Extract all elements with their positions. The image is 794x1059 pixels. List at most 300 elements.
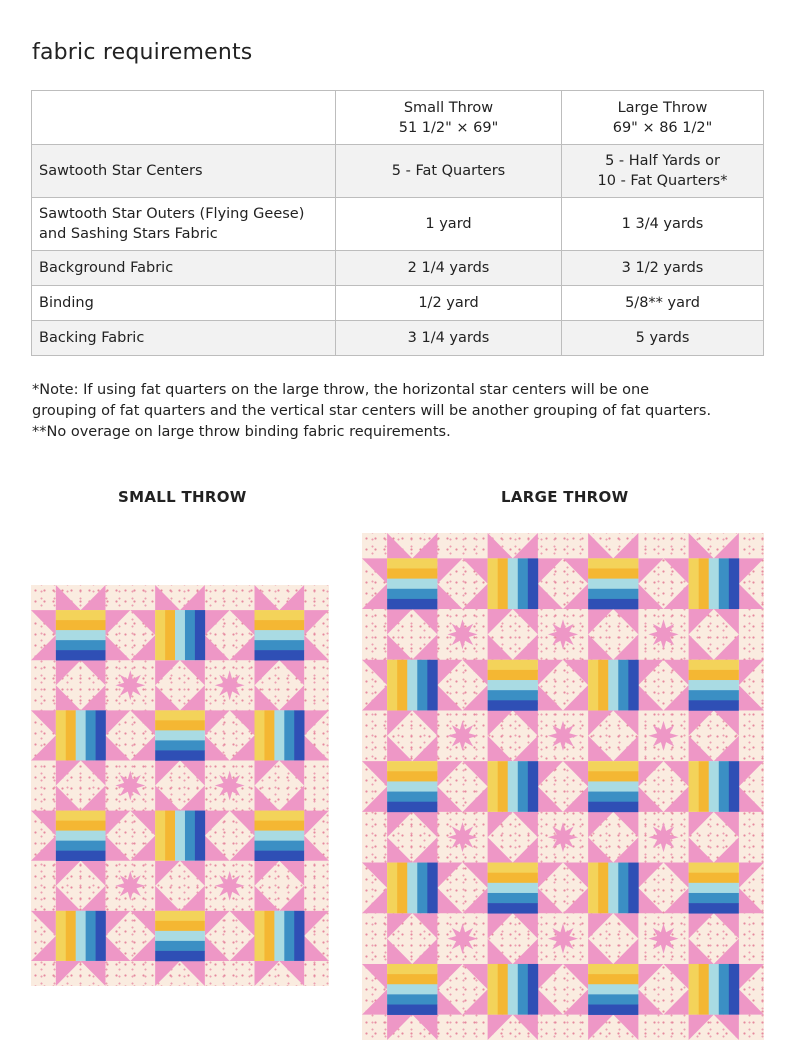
star-center-strip	[155, 750, 205, 760]
star-point	[130, 735, 155, 760]
star-point	[304, 710, 329, 735]
star-point	[304, 811, 329, 836]
star-point	[563, 787, 588, 812]
star-center-strip	[387, 568, 437, 578]
star-center-strip	[155, 730, 205, 740]
sawtooth-star-block	[362, 939, 463, 1040]
star-center-strip	[185, 610, 195, 660]
star-point	[387, 812, 412, 837]
large-value: 3 1/2 yards	[562, 251, 764, 286]
star-point	[714, 837, 739, 862]
star-point	[588, 812, 613, 837]
star-point	[463, 888, 488, 913]
header-label: Small Throw	[403, 99, 494, 116]
star-center-strip	[709, 964, 719, 1015]
star-point	[31, 710, 56, 735]
star-point	[362, 787, 387, 812]
star-center-strip	[56, 650, 106, 660]
star-point	[205, 735, 230, 760]
star-point	[488, 837, 513, 862]
star-center-strip	[488, 964, 498, 1015]
star-point	[513, 736, 538, 761]
star-point	[279, 760, 304, 785]
star-point	[689, 1015, 714, 1040]
star-center-strip	[255, 811, 305, 821]
star-point	[205, 635, 230, 660]
star-center-strip	[729, 964, 739, 1015]
star-point	[230, 735, 255, 760]
star-point	[412, 533, 437, 558]
small-throw-label: SMALL THROW	[118, 488, 247, 506]
small-value: 5 - Fat Quarters	[336, 145, 562, 198]
star-center-strip	[76, 710, 86, 760]
star-center-strip	[588, 761, 638, 771]
star-point	[387, 1015, 412, 1040]
star-point	[304, 635, 329, 660]
star-point	[463, 863, 488, 888]
star-center-strip	[264, 710, 274, 760]
star-point	[56, 861, 81, 886]
sashing-star	[215, 771, 245, 801]
star-center-strip	[709, 558, 719, 609]
star-point	[689, 609, 714, 634]
star-center-strip	[387, 863, 397, 914]
star-center-strip	[588, 802, 638, 812]
star-center-strip	[689, 893, 739, 903]
sawtooth-star-block	[230, 585, 329, 685]
sawtooth-star-block	[563, 736, 664, 837]
star-center-strip	[86, 911, 96, 961]
sashing-star	[447, 721, 477, 751]
note-line: grouping of fat quarters and the vertical star centers will be another grouping of fat quarters.	[32, 403, 712, 419]
sawtooth-star-block	[463, 939, 564, 1040]
star-point	[437, 685, 462, 710]
star-point	[255, 585, 280, 610]
sawtooth-star-block	[362, 736, 463, 837]
sawtooth-star-block	[463, 736, 564, 837]
table-row	[32, 198, 764, 251]
star-point	[304, 735, 329, 760]
star-point	[205, 811, 230, 836]
star-center-strip	[427, 660, 437, 711]
star-point	[437, 863, 462, 888]
sashing-star	[548, 924, 578, 954]
star-center-strip	[155, 951, 205, 961]
star-point	[362, 685, 387, 710]
star-point	[739, 888, 764, 913]
star-point	[205, 911, 230, 936]
table-row	[32, 286, 764, 321]
star-point	[81, 886, 106, 911]
star-center-strip	[488, 883, 538, 893]
star-point	[155, 786, 180, 811]
star-center-strip	[598, 660, 608, 711]
star-point	[613, 609, 638, 634]
star-center-strip	[66, 911, 76, 961]
star-center-strip	[255, 610, 305, 620]
sawtooth-star-block	[130, 585, 229, 685]
star-center-strip	[498, 964, 508, 1015]
sawtooth-star-block	[230, 685, 329, 785]
star-point	[463, 660, 488, 685]
star-center-strip	[689, 558, 699, 609]
sawtooth-star-block	[463, 533, 564, 634]
star-point	[130, 710, 155, 735]
large-value-line: 5 - Half Yards or	[605, 153, 720, 169]
star-center-strip	[508, 964, 518, 1015]
fabric-requirements-table	[31, 90, 764, 356]
star-center-strip	[689, 863, 739, 873]
star-point	[664, 888, 689, 913]
sashing-star	[115, 670, 145, 700]
star-center-strip	[255, 630, 305, 640]
star-center-strip	[387, 599, 437, 609]
star-point	[56, 585, 81, 610]
star-point	[81, 685, 106, 710]
star-center-strip	[608, 660, 618, 711]
star-center-strip	[56, 610, 106, 620]
star-point	[180, 760, 205, 785]
star-center-strip	[689, 964, 699, 1015]
star-center-strip	[387, 589, 437, 599]
star-point	[588, 710, 613, 735]
star-center-strip	[284, 911, 294, 961]
star-point	[205, 936, 230, 961]
star-center-strip	[56, 620, 106, 630]
star-center-strip	[689, 670, 739, 680]
star-point	[56, 786, 81, 811]
large-value	[562, 145, 764, 198]
star-point	[56, 660, 81, 685]
star-point	[362, 558, 387, 583]
sawtooth-star-block	[230, 786, 329, 886]
star-center-strip	[689, 883, 739, 893]
star-center-strip	[528, 761, 538, 812]
star-point	[106, 610, 131, 635]
star-point	[387, 533, 412, 558]
star-point	[106, 811, 131, 836]
star-point	[437, 558, 462, 583]
star-center-strip	[255, 640, 305, 650]
star-center-strip	[387, 761, 437, 771]
sashing-star	[215, 670, 245, 700]
star-center-strip	[165, 610, 175, 660]
star-center-strip	[488, 893, 538, 903]
star-center-strip	[387, 984, 437, 994]
star-center-strip	[155, 911, 205, 921]
star-center-strip	[598, 863, 608, 914]
star-point	[437, 584, 462, 609]
header-size: 69" × 86 1/2"	[612, 119, 713, 136]
notes	[32, 380, 772, 443]
sawtooth-star-block	[130, 786, 229, 886]
star-point	[155, 585, 180, 610]
star-point	[304, 936, 329, 961]
star-point	[180, 660, 205, 685]
star-point	[180, 861, 205, 886]
star-point	[81, 786, 106, 811]
large-throw-label: LARGE THROW	[501, 488, 629, 506]
sawtooth-star-block	[362, 837, 463, 938]
star-center-strip	[185, 811, 195, 861]
sawtooth-star-block	[31, 786, 130, 886]
star-center-strip	[155, 921, 205, 931]
star-center-strip	[387, 994, 437, 1004]
star-point	[664, 584, 689, 609]
star-point	[81, 760, 106, 785]
star-center-strip	[407, 660, 417, 711]
star-point	[714, 1015, 739, 1040]
star-center-strip	[588, 792, 638, 802]
star-point	[538, 863, 563, 888]
star-center-strip	[175, 610, 185, 660]
sashing-star	[215, 871, 245, 901]
large-value: 5/8** yard	[562, 286, 764, 321]
star-center-strip	[56, 911, 66, 961]
star-point	[180, 886, 205, 911]
star-point	[538, 787, 563, 812]
sashing-star	[548, 822, 578, 852]
star-center-strip	[488, 670, 538, 680]
star-point	[689, 812, 714, 837]
star-point	[513, 634, 538, 659]
sawtooth-star-block	[130, 886, 229, 986]
star-point	[230, 811, 255, 836]
star-point	[362, 584, 387, 609]
star-point	[538, 584, 563, 609]
star-point	[563, 964, 588, 989]
star-point	[588, 634, 613, 659]
small-value: 1 yard	[336, 198, 562, 251]
star-point	[513, 837, 538, 862]
star-point	[613, 837, 638, 862]
star-point	[689, 939, 714, 964]
sawtooth-star-block	[664, 837, 765, 938]
star-point	[714, 710, 739, 735]
star-center-strip	[508, 558, 518, 609]
star-center-strip	[397, 660, 407, 711]
star-point	[538, 888, 563, 913]
star-point	[279, 961, 304, 986]
star-center-strip	[588, 1005, 638, 1015]
star-center-strip	[255, 841, 305, 851]
star-center-strip	[488, 873, 538, 883]
star-point	[563, 761, 588, 786]
star-point	[412, 1015, 437, 1040]
star-center-strip	[175, 811, 185, 861]
star-center-strip	[729, 558, 739, 609]
star-center-strip	[255, 650, 305, 660]
star-point	[106, 635, 131, 660]
row-label: Background Fabric	[32, 251, 336, 286]
star-point	[563, 685, 588, 710]
star-point	[362, 761, 387, 786]
star-center-strip	[628, 660, 638, 711]
sashing-star	[648, 721, 678, 751]
star-center-strip	[618, 863, 628, 914]
star-center-strip	[274, 710, 284, 760]
sawtooth-star-block	[31, 886, 130, 986]
star-point	[412, 837, 437, 862]
star-point	[81, 861, 106, 886]
star-center-strip	[689, 680, 739, 690]
page-title: fabric requirements	[32, 40, 253, 65]
star-point	[538, 558, 563, 583]
sashing-star	[648, 619, 678, 649]
star-point	[437, 888, 462, 913]
star-point	[31, 635, 56, 660]
star-center-strip	[387, 771, 437, 781]
star-center-strip	[699, 558, 709, 609]
star-center-strip	[387, 792, 437, 802]
star-point	[437, 989, 462, 1014]
star-point	[155, 886, 180, 911]
star-center-strip	[618, 660, 628, 711]
star-center-strip	[155, 740, 205, 750]
star-center-strip	[294, 710, 304, 760]
star-point	[387, 736, 412, 761]
star-point	[714, 609, 739, 634]
star-center-strip	[588, 964, 638, 974]
star-point	[130, 635, 155, 660]
row-label: Backing Fabric	[32, 321, 336, 356]
star-point	[513, 710, 538, 735]
star-point	[130, 936, 155, 961]
star-center-strip	[689, 761, 699, 812]
star-point	[664, 761, 689, 786]
large-throw-quilt-image	[362, 533, 764, 1040]
star-center-strip	[417, 660, 427, 711]
star-point	[739, 761, 764, 786]
star-center-strip	[155, 811, 165, 861]
star-center-strip	[719, 964, 729, 1015]
star-point	[304, 836, 329, 861]
sawtooth-star-block	[563, 837, 664, 938]
header-size: 51 1/2" × 69"	[398, 119, 499, 136]
star-point	[31, 610, 56, 635]
star-point	[463, 989, 488, 1014]
star-center-strip	[508, 761, 518, 812]
sawtooth-star-block	[664, 533, 765, 634]
star-point	[638, 989, 663, 1014]
star-point	[714, 939, 739, 964]
star-point	[412, 634, 437, 659]
star-point	[279, 886, 304, 911]
star-point	[255, 660, 280, 685]
star-point	[538, 761, 563, 786]
star-center-strip	[255, 821, 305, 831]
sawtooth-star-block	[130, 685, 229, 785]
sawtooth-star-block	[362, 533, 463, 634]
star-point	[56, 886, 81, 911]
star-point	[463, 787, 488, 812]
star-center-strip	[689, 903, 739, 913]
star-point	[638, 761, 663, 786]
star-point	[638, 558, 663, 583]
star-point	[538, 660, 563, 685]
star-point	[255, 760, 280, 785]
star-point	[230, 710, 255, 735]
star-center-strip	[588, 863, 598, 914]
star-center-strip	[488, 700, 538, 710]
star-point	[739, 964, 764, 989]
star-point	[387, 634, 412, 659]
star-point	[538, 964, 563, 989]
star-point	[463, 685, 488, 710]
sashing-star	[115, 771, 145, 801]
star-point	[513, 609, 538, 634]
star-point	[689, 533, 714, 558]
star-center-strip	[56, 851, 106, 861]
sawtooth-star-block	[563, 939, 664, 1040]
star-point	[31, 735, 56, 760]
star-point	[437, 761, 462, 786]
quilt-svg	[362, 533, 764, 1040]
star-point	[81, 961, 106, 986]
star-point	[437, 787, 462, 812]
star-point	[714, 812, 739, 837]
star-point	[513, 1015, 538, 1040]
star-point	[563, 558, 588, 583]
star-point	[31, 936, 56, 961]
star-center-strip	[498, 761, 508, 812]
row-label: Sawtooth Star Centers	[32, 145, 336, 198]
star-point	[362, 964, 387, 989]
star-center-strip	[588, 984, 638, 994]
star-point	[739, 787, 764, 812]
star-center-strip	[488, 690, 538, 700]
star-center-strip	[588, 589, 638, 599]
star-center-strip	[488, 680, 538, 690]
star-center-strip	[86, 710, 96, 760]
star-point	[689, 736, 714, 761]
star-point	[205, 836, 230, 861]
star-center-strip	[689, 660, 739, 670]
sawtooth-star-block	[463, 634, 564, 735]
star-point	[106, 936, 131, 961]
star-point	[255, 861, 280, 886]
star-center-strip	[699, 761, 709, 812]
star-point	[689, 837, 714, 862]
sashing-star	[447, 619, 477, 649]
star-point	[155, 861, 180, 886]
star-center-strip	[387, 781, 437, 791]
star-point	[664, 685, 689, 710]
star-center-strip	[195, 811, 205, 861]
star-point	[106, 911, 131, 936]
star-center-strip	[709, 761, 719, 812]
star-center-strip	[264, 911, 274, 961]
star-point	[279, 585, 304, 610]
star-point	[488, 1015, 513, 1040]
star-point	[714, 634, 739, 659]
star-center-strip	[66, 710, 76, 760]
star-point	[689, 634, 714, 659]
star-center-strip	[588, 771, 638, 781]
star-center-strip	[588, 579, 638, 589]
table-row	[32, 145, 764, 198]
star-point	[463, 964, 488, 989]
star-center-strip	[518, 761, 528, 812]
star-point	[155, 961, 180, 986]
star-point	[155, 660, 180, 685]
table-header-small	[336, 91, 562, 145]
star-point	[664, 558, 689, 583]
star-center-strip	[56, 831, 106, 841]
star-point	[739, 863, 764, 888]
star-point	[106, 735, 131, 760]
star-point	[387, 939, 412, 964]
